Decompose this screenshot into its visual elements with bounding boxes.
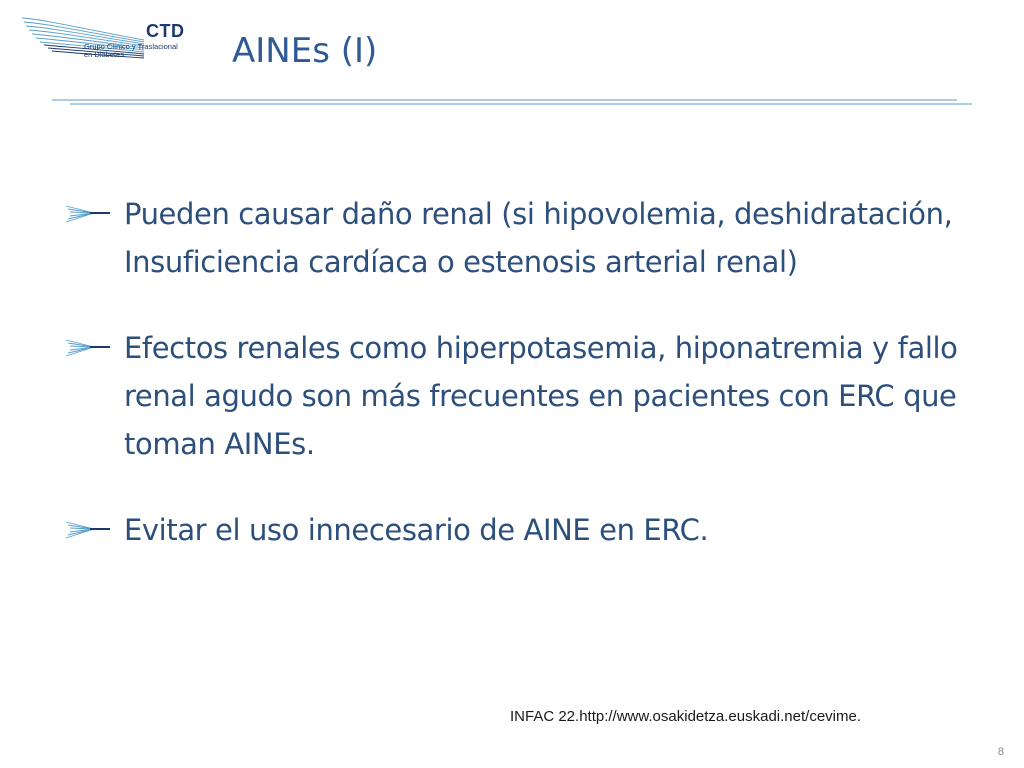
page-number: 8: [997, 746, 1004, 758]
bullet-item: [64, 506, 964, 554]
logo-subtitle-line2: en Diabetes: [84, 50, 125, 59]
bullet-text: Evitar el uso innecesario de AINE en ERC.: [124, 513, 709, 547]
logo-name: CTD: [146, 21, 185, 41]
feather-arrow-icon: [64, 202, 112, 224]
title-divider: [52, 97, 972, 107]
bullet-text: Pueden causar daño renal (si hipovolemia, deshidratación, Insuficiencia cardíaca o estenosis arterial renal): [124, 197, 953, 279]
ctd-waves-logo-icon: [18, 14, 148, 64]
bullet-list: [64, 190, 964, 592]
feather-arrow-icon: [64, 518, 112, 540]
bullet-item: [64, 324, 964, 468]
reference-citation: INFAC 22.http://www.osakidetza.euskadi.net/cevime.: [510, 708, 861, 725]
slide-title: AINEs (I): [232, 31, 378, 71]
bullet-item: [64, 190, 964, 286]
bullet-text: Efectos renales como hiperpotasemia, hiponatremia y fallo renal agudo son más frecuentes en pacientes con ERC que toman AINEs.: [124, 331, 958, 461]
logo-subtitle-line1: Grupo Clínico y Traslacional: [84, 42, 178, 51]
ctd-logo: [18, 14, 208, 64]
feather-arrow-icon: [64, 336, 112, 358]
